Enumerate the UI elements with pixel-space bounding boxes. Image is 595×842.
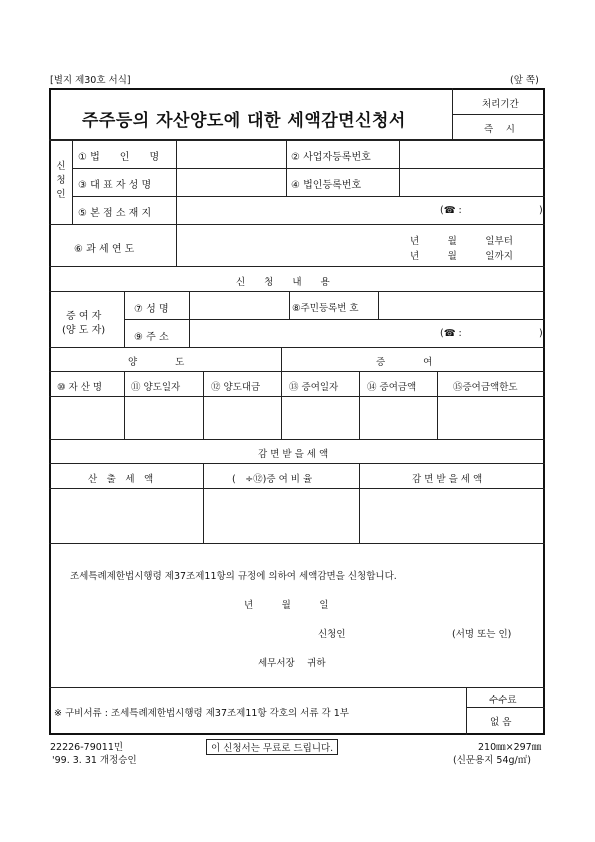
donor-id-label: ⑧주민등록번 호 <box>292 303 359 314</box>
head-office-phone-close: ) <box>539 205 543 216</box>
form-number: [별지 제30호 서식] <box>50 75 131 86</box>
footer-code: 22226-79011민 <box>50 742 124 753</box>
declaration-applicant: 신청인 <box>318 629 346 640</box>
tax-year-label: ⑥ 과 세 연 도 <box>74 244 135 255</box>
col-gift-limit: ⑮증여금액한도 <box>453 382 518 393</box>
donor-phone-close: ) <box>539 328 543 339</box>
head-office-label: ⑤ 본 점 소 재 지 <box>78 208 152 219</box>
corp-name-label: ① 법 인 명 <box>78 152 160 163</box>
col-gift-date: ⑬ 증여일자 <box>289 382 339 393</box>
transfer-header: 양 도 <box>128 357 185 368</box>
form-title: 주주등의 자산양도에 대한 세액감면신청서 <box>82 111 406 131</box>
declaration-statement: 조세특례제한법시행령 제37조제11항의 규정에 의하여 세액감면을 신청합니다. <box>70 571 397 582</box>
tax-year-to: 년 월 일까지 <box>410 251 513 262</box>
head-office-phone: (☎ : <box>440 205 462 216</box>
col-asset-name: ⑩ 자 산 명 <box>57 382 103 393</box>
processing-period-value: 즉 시 <box>484 124 515 135</box>
head-office-field[interactable] <box>178 198 428 222</box>
processing-period-label: 처리기간 <box>482 99 519 110</box>
col-transfer-date: ⑪ 양도일자 <box>131 382 181 393</box>
footer-approval: '99. 3. 31 개정승인 <box>52 755 137 766</box>
applicant-side-label: 신 청 인 <box>56 161 66 200</box>
fee-value: 없 음 <box>490 717 512 728</box>
donor-phone: (☎ : <box>440 328 462 339</box>
donor-address-field[interactable] <box>191 321 431 345</box>
gift-header: 증 여 <box>376 357 433 368</box>
tax-year-from: 년 월 일부터 <box>410 236 513 247</box>
free-notice: 이 신청서는 무료로 드립니다. <box>206 739 338 755</box>
col-reduced-tax: 감 면 받 을 세 액 <box>412 474 483 485</box>
col-gift-amount: ⑭ 증여금액 <box>367 382 417 393</box>
reduction-header: 감 면 받 을 세 액 <box>258 449 329 460</box>
corp-reg-no-label: ④ 법인등록번호 <box>291 180 362 191</box>
donor-label-sub: (양 도 자) <box>62 325 106 336</box>
rep-name-label: ③ 대 표 자 성 명 <box>78 180 152 191</box>
biz-reg-no-field[interactable] <box>401 142 543 166</box>
paper-size: 210㎜×297㎜ <box>478 742 542 753</box>
donor-address-label: ⑨ 주 소 <box>134 332 169 343</box>
biz-reg-no-label: ② 사업자등록번호 <box>291 152 371 163</box>
col-transfer-price: ⑫ 양도대금 <box>211 382 261 393</box>
page-side: (앞 쪽) <box>510 75 539 86</box>
declaration-addressee: 세무서장 귀하 <box>258 658 326 669</box>
donor-name-field[interactable] <box>191 293 287 317</box>
donor-label: 증 여 자 <box>66 311 102 322</box>
declaration-date: 년 월 일 <box>244 600 329 611</box>
attachments-note: ※ 구비서류 : 조세특례제한법시행령 제37조제11항 각호의 서류 각 1부 <box>54 708 349 719</box>
paper-type: (신문용지 54g/㎡) <box>453 755 531 766</box>
donor-name-label: ⑦ 성 명 <box>134 304 169 315</box>
col-gift-ratio: ( ÷⑫)증 여 비 율 <box>232 474 313 485</box>
col-calculated-tax: 산 출 세 액 <box>88 474 154 485</box>
corp-name-field[interactable] <box>178 142 284 166</box>
fee-label: 수수료 <box>489 695 517 706</box>
declaration-sign: (서명 또는 인) <box>452 629 512 640</box>
rep-name-field[interactable] <box>178 170 284 194</box>
donor-id-field[interactable] <box>380 293 543 317</box>
content-header: 신 청 내 용 <box>236 277 330 288</box>
corp-reg-no-field[interactable] <box>401 170 543 194</box>
